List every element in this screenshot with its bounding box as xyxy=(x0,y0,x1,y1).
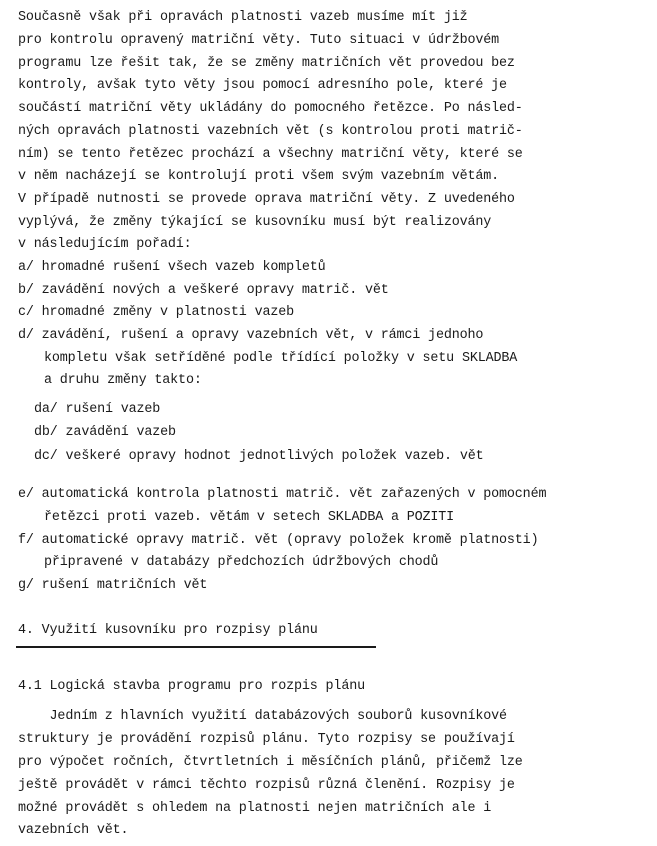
para2-line-5: možné provádět s ohledem na platnosti nejen matričních ale i xyxy=(18,801,492,816)
subsection-heading: 4.1 Logická stavba programu pro rozpis plánu xyxy=(18,679,365,694)
para1-line-4: kontroly, avšak tyto věty jsou pomocí adresního pole, které je xyxy=(18,78,507,93)
para2-line-1: Jedním z hlavních využití databázových souborů kusovníkové xyxy=(18,709,507,724)
para1-line-5: součástí matriční věty ukládány do pomocného řetězce. Po násled- xyxy=(18,101,523,116)
list-item-f-cont: připravené v databázy předchozích údržbových chodů xyxy=(44,555,439,570)
para1-line-10: vyplývá, že změny týkající se kusovníku musí být realizovány xyxy=(18,215,492,230)
section-heading: 4. Využití kusovníku pro rozpisy plánu xyxy=(18,623,318,638)
sublist-item-da: da/ rušení vazeb xyxy=(34,402,161,417)
para1-line-7: ním) se tento řetězec prochází a všechny matriční věty, které se xyxy=(18,147,523,162)
list-item-e-cont: řetězci proti vazeb. větám v setech SKLADBA a POZITI xyxy=(44,510,455,525)
para2-line-6: vazebních vět. xyxy=(18,823,129,838)
list-item-g: g/ rušení matričních vět xyxy=(18,578,208,593)
heading-underline xyxy=(16,646,376,648)
list-item-b: b/ zavádění nových a veškeré opravy matrič. vět xyxy=(18,283,389,298)
sublist-item-db: db/ zavádění vazeb xyxy=(34,425,176,440)
sublist-item-dc: dc/ veškeré opravy hodnot jednotlivých položek vazeb. vět xyxy=(34,449,484,464)
list-item-e: e/ automatická kontrola platnosti matrič. vět zařazených v pomocném xyxy=(18,487,547,502)
list-item-d: d/ zavádění, rušení a opravy vazebních vět, v rámci jednoho xyxy=(18,328,484,343)
para1-line-9: V případě nutnosti se provede oprava matriční věty. Z uvedeného xyxy=(18,192,515,207)
para1-line-11: v následujícím pořadí: xyxy=(18,237,192,252)
para1-line-2: pro kontrolu opravený matriční věty. Tuto situaci v údržbovém xyxy=(18,33,500,48)
para2-line-4: ještě provádět v rámci těchto rozpisů různá členění. Rozpisy je xyxy=(18,778,515,793)
list-item-d-cont-1: kompletu však setříděné podle třídící položky v setu SKLADBA xyxy=(44,351,518,366)
list-item-a: a/ hromadné rušení všech vazeb kompletů xyxy=(18,260,326,275)
list-item-c: c/ hromadné změny v platnosti vazeb xyxy=(18,305,294,320)
para1-line-6: ných opravách platnosti vazebních vět (s kontrolou proti matrič- xyxy=(18,124,523,139)
para1-line-3: programu lze řešit tak, že se změny matričních vět provedou bez xyxy=(18,56,515,71)
para1-line-1: Současně však při opravách platnosti vazeb musíme mít již xyxy=(18,10,468,25)
para1-line-8: v něm nacházejí se kontrolují proti všem svým vazebním větám. xyxy=(18,169,500,184)
list-item-f: f/ automatické opravy matrič. vět (opravy položek kromě platnosti) xyxy=(18,533,539,548)
para2-line-2: struktury je provádění rozpisů plánu. Tyto rozpisy se používají xyxy=(18,732,515,747)
list-item-d-cont-2: a druhu změny takto: xyxy=(44,373,202,388)
para2-line-3: pro výpočet ročních, čtvrtletních i měsíčních plánů, přičemž lze xyxy=(18,755,523,770)
